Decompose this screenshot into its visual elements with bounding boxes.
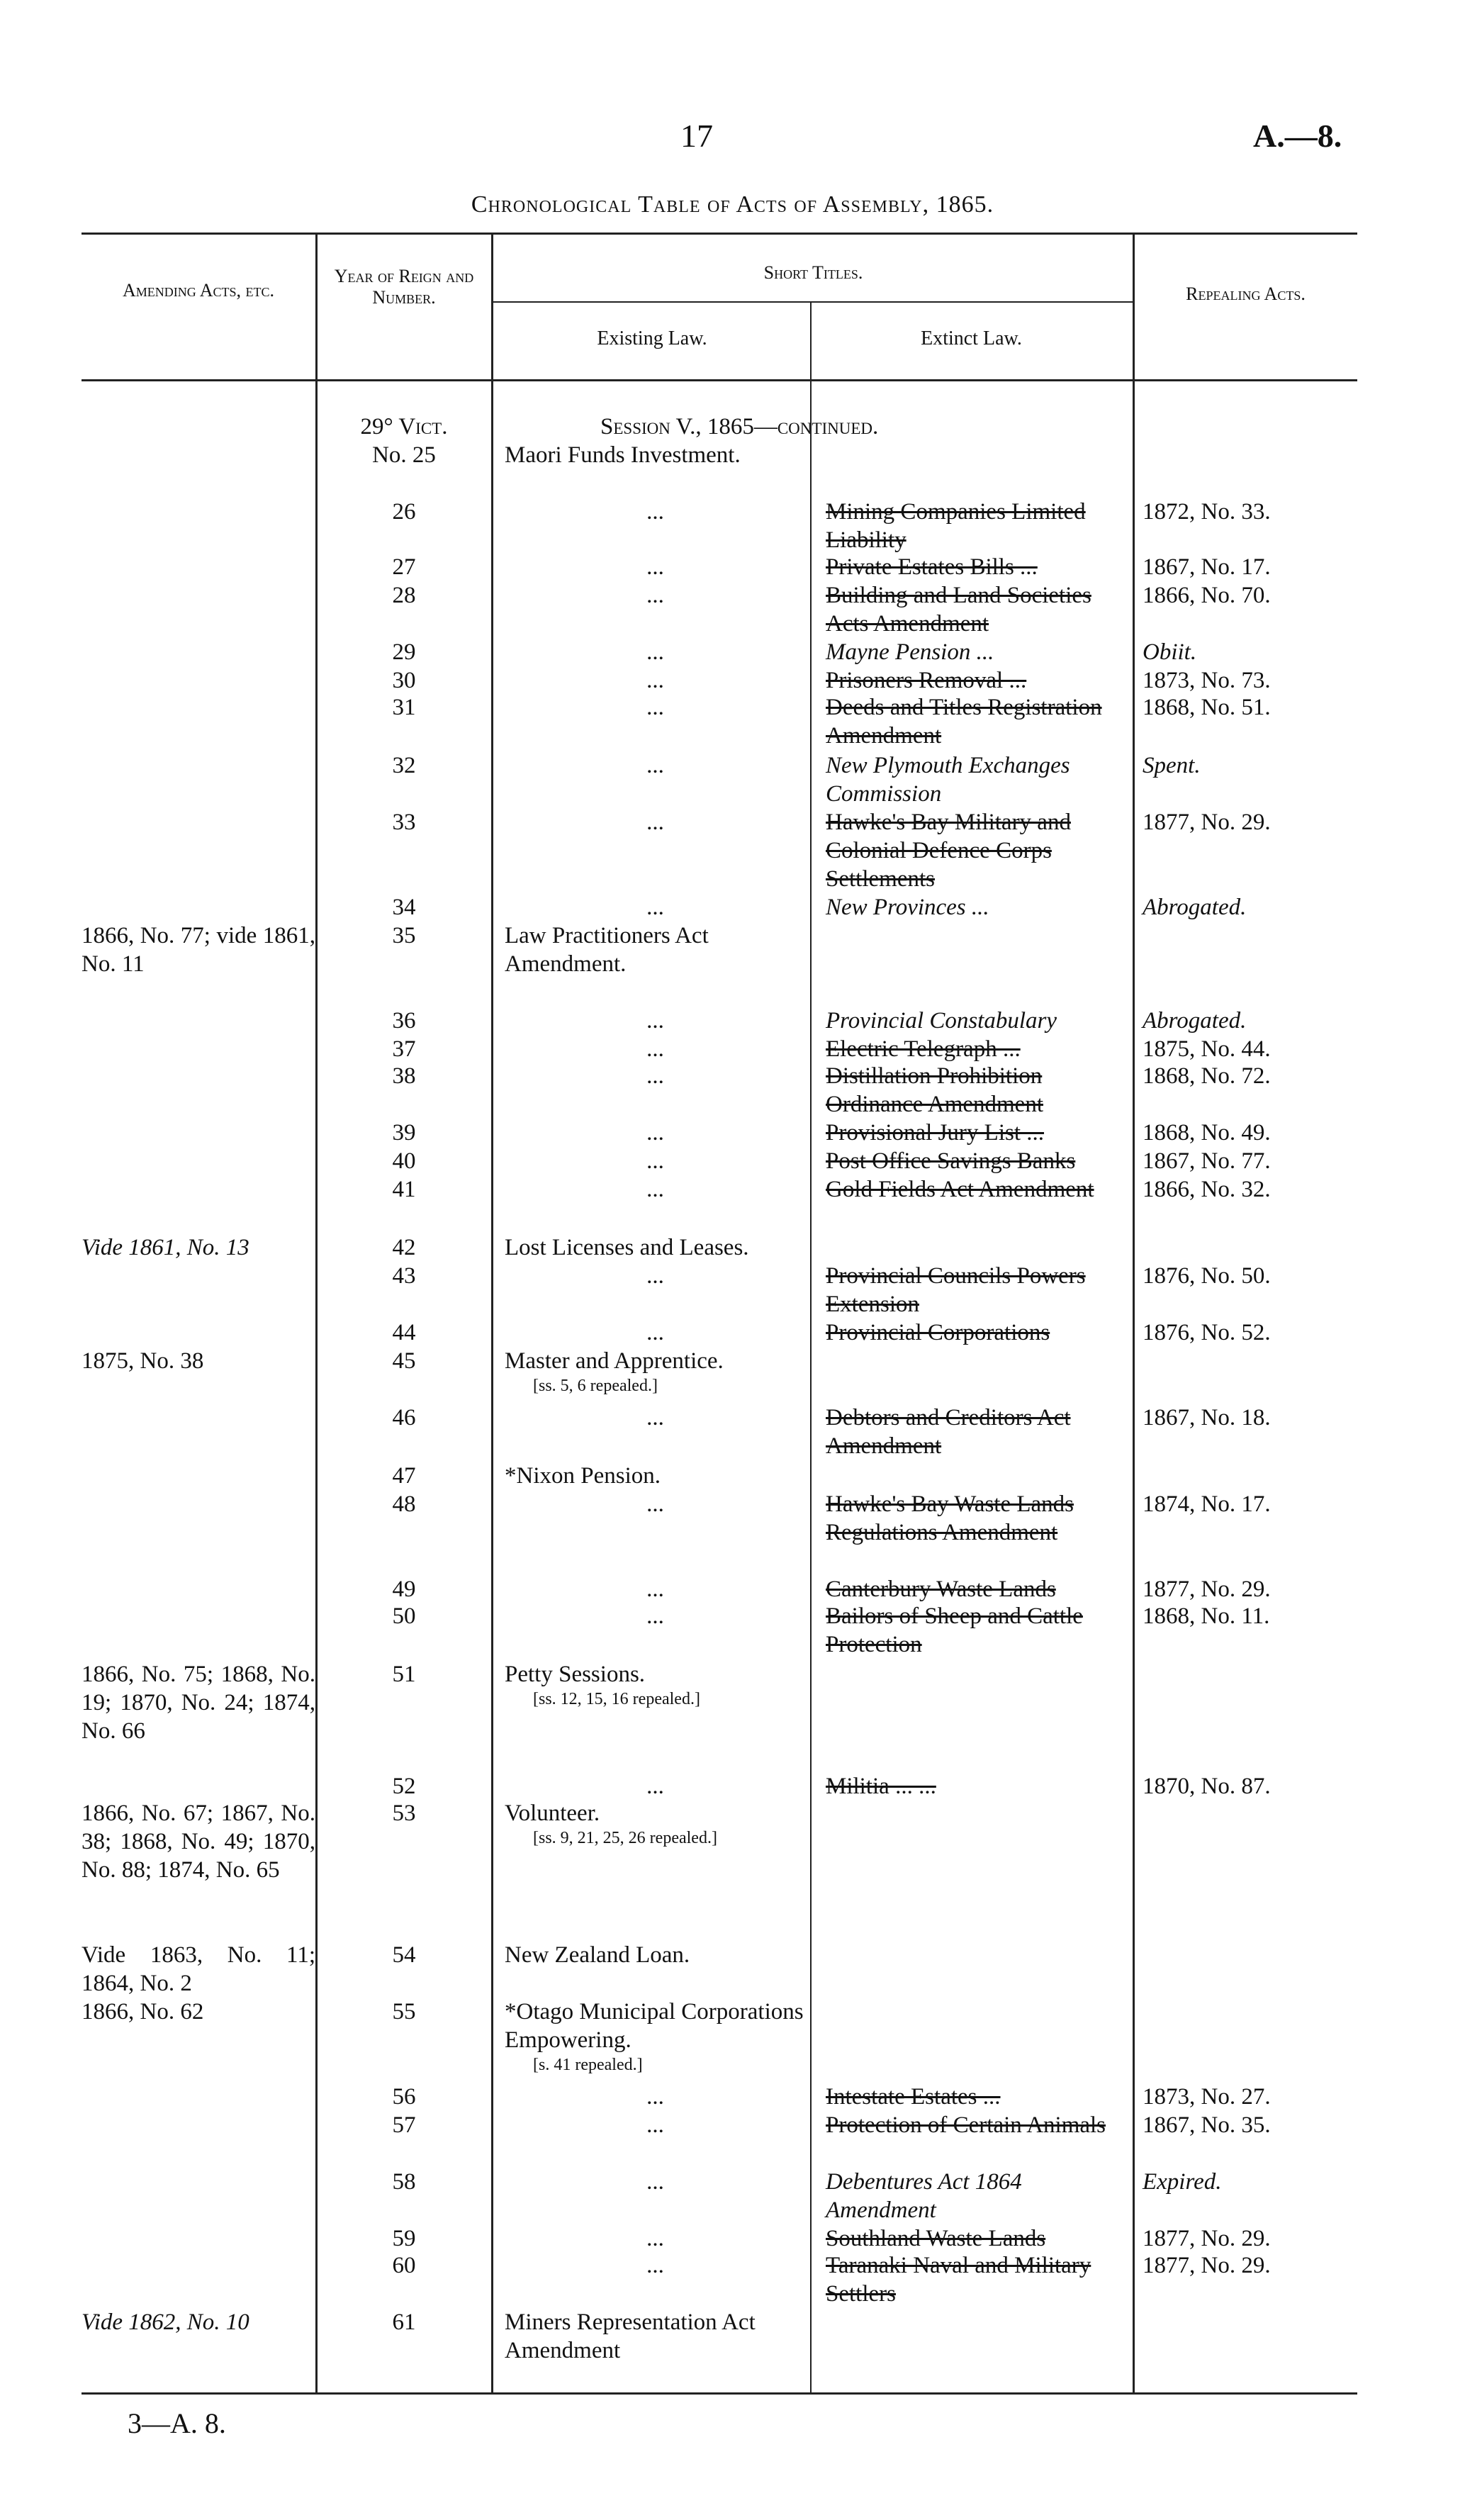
extinct-law: Taranaki Naval and Military Settlers xyxy=(826,2253,1091,2307)
act-number: 37 xyxy=(392,1036,416,1062)
act-number: 28 xyxy=(392,583,416,608)
act-number: 30 xyxy=(392,668,416,693)
repealing-act: 1870, No. 87. xyxy=(1143,1774,1271,1799)
existing-law: Maori Funds Investment. xyxy=(505,442,741,468)
act-number: 40 xyxy=(392,1148,416,1174)
repealing-act: Spent. xyxy=(1143,753,1201,778)
repealing-act: 1867, No. 35. xyxy=(1143,2112,1271,2138)
header-extinct: Extinct Law. xyxy=(921,327,1022,349)
amending-acts: 1866, No. 75; 1868, No. 19; 1870, No. 24; 1874, No. 66 xyxy=(82,1662,315,1744)
extinct-law: Mining Companies Limited Liability xyxy=(826,499,1086,553)
table-bottom-rule xyxy=(82,2392,1357,2395)
session-label: Session V., 1865—continued. xyxy=(600,414,879,439)
existing-law: ... xyxy=(646,554,664,580)
existing-law: *Nixon Pension. xyxy=(505,1463,661,1489)
act-number: 59 xyxy=(392,2226,416,2251)
act-number: 27 xyxy=(392,554,416,580)
existing-law: ... xyxy=(646,1320,664,1345)
extinct-law: Gold Fields Act Amendment xyxy=(826,1177,1094,1202)
existing-law: ... xyxy=(646,1577,664,1602)
repealing-act: 1872, No. 33. xyxy=(1143,499,1271,525)
act-number: 46 xyxy=(392,1405,416,1430)
repealing-act: 1866, No. 70. xyxy=(1143,583,1271,608)
existing-law: ... xyxy=(646,1491,664,1517)
act-number: 61 xyxy=(392,2309,416,2335)
act-number: 43 xyxy=(392,1263,416,1289)
repealing-act: 1873, No. 27. xyxy=(1143,2084,1271,2110)
repeal-note: [ss. 12, 15, 16 repealed.] xyxy=(533,1690,700,1708)
act-number: 50 xyxy=(392,1603,416,1629)
amending-acts: 1866, No. 77; vide 1861, No. 11 xyxy=(82,923,315,977)
repealing-act: Abrogated. xyxy=(1143,1008,1247,1034)
act-number: 38 xyxy=(392,1063,416,1089)
header-bottom-rule xyxy=(82,379,1357,381)
act-number: 42 xyxy=(392,1235,416,1260)
amending-acts: 1866, No. 67; 1867, No. 38; 1868, No. 49; 1870, No. 88; 1874, No. 65 xyxy=(82,1801,315,1883)
amending-acts: Vide 1862, No. 10 xyxy=(82,2309,249,2335)
extinct-law: Provisional Jury List ... xyxy=(826,1120,1045,1146)
act-number: 49 xyxy=(392,1577,416,1602)
act-number: 57 xyxy=(392,2112,416,2138)
existing-law: ... xyxy=(646,639,664,665)
extinct-law: Protection of Certain Animals xyxy=(826,2112,1106,2138)
act-number: 58 xyxy=(392,2169,416,2195)
repealing-act: 1866, No. 32. xyxy=(1143,1177,1271,1202)
amending-acts: Vide 1863, No. 11; 1864, No. 2 xyxy=(82,1942,315,1996)
extinct-law: Provincial Councils Powers Extension xyxy=(826,1263,1086,1317)
column-divider-4 xyxy=(1133,233,1135,2392)
short-titles-rule xyxy=(491,301,1133,303)
existing-law: ... xyxy=(646,695,664,720)
extinct-law: Deeds and Titles Registration Amendment xyxy=(826,695,1102,749)
repealing-act: Obiit. xyxy=(1143,639,1197,665)
extinct-law: Private Estates Bills ... xyxy=(826,554,1038,580)
repealing-act: 1867, No. 77. xyxy=(1143,1148,1271,1174)
existing-law: ... xyxy=(646,1120,664,1146)
header-existing: Existing Law. xyxy=(597,327,707,349)
existing-law: ... xyxy=(646,1603,664,1629)
repealing-act: 1868, No. 49. xyxy=(1143,1120,1271,1146)
act-number: 26 xyxy=(392,499,416,525)
extinct-law: Provincial Constabulary xyxy=(826,1008,1057,1034)
act-number: 54 xyxy=(392,1942,416,1968)
amending-acts: Vide 1861, No. 13 xyxy=(82,1235,249,1260)
act-number: 31 xyxy=(392,695,416,720)
table-title: Chronological Table of Acts of Assembly, 1865. xyxy=(471,191,994,218)
existing-law: ... xyxy=(646,1405,664,1430)
column-divider-2 xyxy=(491,233,493,2392)
extinct-law: Debentures Act 1864 Amendment xyxy=(826,2169,1022,2223)
act-number: 60 xyxy=(392,2253,416,2278)
header-amending: Amending Acts, etc. xyxy=(122,280,275,301)
extinct-law: Debtors and Creditors Act Amendment xyxy=(826,1405,1071,1459)
extinct-law: Hawke's Bay Military and Colonial Defence Corps Settlements xyxy=(826,810,1071,892)
repealing-act: 1877, No. 29. xyxy=(1143,810,1271,835)
act-number: 41 xyxy=(392,1177,416,1202)
existing-law xyxy=(505,1660,806,1710)
repealing-act: 1877, No. 29. xyxy=(1143,2226,1271,2251)
extinct-law: Hawke's Bay Waste Lands Regulations Amendment xyxy=(826,1491,1074,1545)
existing-law-title: Petty Sessions. xyxy=(505,1662,646,1687)
existing-law: ... xyxy=(646,1177,664,1202)
existing-law: ... xyxy=(646,583,664,608)
existing-law-title: *Otago Municipal Corporations Empowering. xyxy=(505,1999,804,2053)
extinct-law: New Plymouth Exchanges Commission xyxy=(826,753,1070,807)
header-short-titles: Short Titles. xyxy=(763,262,863,283)
repealing-act: 1877, No. 29. xyxy=(1143,1577,1271,1602)
header-repealing: Repealing Acts. xyxy=(1186,284,1306,304)
extinct-law: Distillation Prohibition Ordinance Amendment xyxy=(826,1063,1043,1117)
repealing-act: 1867, No. 18. xyxy=(1143,1405,1271,1430)
existing-law xyxy=(505,1799,806,1849)
act-number: 35 xyxy=(392,923,416,948)
existing-law: Miners Representation Act Amendment xyxy=(505,2309,756,2363)
existing-law: ... xyxy=(646,499,664,525)
repealing-act: 1876, No. 50. xyxy=(1143,1263,1271,1289)
existing-law: New Zealand Loan. xyxy=(505,1942,690,1968)
existing-law-title: Master and Apprentice. xyxy=(505,1348,724,1374)
extinct-law: Post Office Savings Banks xyxy=(826,1148,1076,1174)
act-number: 39 xyxy=(392,1120,416,1146)
existing-law: ... xyxy=(646,810,664,835)
extinct-law: Intestate Estates ... xyxy=(826,2084,1001,2110)
act-number: 53 xyxy=(392,1801,416,1826)
existing-law: ... xyxy=(646,1148,664,1174)
extinct-law: Bailors of Sheep and Cattle Protection xyxy=(826,1603,1083,1657)
extinct-law: Canterbury Waste Lands xyxy=(826,1577,1056,1602)
reign-label: 29° Vict. xyxy=(360,414,448,439)
existing-law xyxy=(505,1347,806,1396)
existing-law: ... xyxy=(646,2084,664,2110)
existing-law: ... xyxy=(646,2253,664,2278)
repealing-act: 1867, No. 17. xyxy=(1143,554,1271,580)
act-number: No. 25 xyxy=(372,442,436,468)
column-divider-1 xyxy=(315,233,318,2392)
repeal-note: [s. 41 repealed.] xyxy=(533,2056,643,2074)
existing-law: ... xyxy=(646,753,664,778)
repealing-act: Abrogated. xyxy=(1143,895,1247,920)
act-number: 36 xyxy=(392,1008,416,1034)
extinct-law: Mayne Pension ... xyxy=(826,639,994,665)
extinct-law: Provincial Corporations xyxy=(826,1320,1050,1345)
page-number: 17 xyxy=(680,118,713,154)
repealing-act: 1873, No. 73. xyxy=(1143,668,1271,693)
repealing-act: 1876, No. 52. xyxy=(1143,1320,1271,1345)
repealing-act: Expired. xyxy=(1143,2169,1222,2195)
extinct-law: Building and Land Societies Acts Amendment xyxy=(826,583,1091,637)
repealing-act: 1874, No. 17. xyxy=(1143,1491,1271,1517)
existing-law: ... xyxy=(646,1036,664,1062)
repeal-note: [ss. 9, 21, 25, 26 repealed.] xyxy=(533,1829,717,1847)
act-number: 48 xyxy=(392,1491,416,1517)
act-number: 47 xyxy=(392,1463,416,1489)
act-number: 32 xyxy=(392,753,416,778)
act-number: 34 xyxy=(392,895,416,920)
existing-law: ... xyxy=(646,895,664,920)
act-number: 55 xyxy=(392,1999,416,2025)
repealing-act: 1868, No. 72. xyxy=(1143,1063,1271,1089)
act-number: 45 xyxy=(392,1348,416,1374)
extinct-law: Militia ... ... xyxy=(826,1774,936,1799)
extinct-law: Prisoners Removal ... xyxy=(826,668,1027,693)
existing-law-title: Volunteer. xyxy=(505,1801,600,1826)
existing-law: ... xyxy=(646,2226,664,2251)
repealing-act: 1875, No. 44. xyxy=(1143,1036,1271,1062)
extinct-law: Electric Telegraph ... xyxy=(826,1036,1021,1062)
extinct-law: New Provinces ... xyxy=(826,895,989,920)
act-number: 52 xyxy=(392,1774,416,1799)
act-number: 56 xyxy=(392,2084,416,2110)
column-divider-3 xyxy=(810,301,812,2392)
act-number: 44 xyxy=(392,1320,416,1345)
header-year: Year of Reign and Number. xyxy=(334,266,474,308)
existing-law: ... xyxy=(646,2112,664,2138)
existing-law xyxy=(505,1998,806,2076)
existing-law: ... xyxy=(646,2169,664,2195)
extinct-law: Southland Waste Lands xyxy=(826,2226,1046,2251)
act-number: 51 xyxy=(392,1662,416,1687)
repealing-act: 1877, No. 29. xyxy=(1143,2253,1271,2278)
table-top-rule xyxy=(82,233,1357,235)
footer-signature: 3—A. 8. xyxy=(128,2407,226,2439)
repealing-act: 1868, No. 11. xyxy=(1143,1603,1270,1629)
amending-acts: 1875, No. 38 xyxy=(82,1348,204,1374)
existing-law: ... xyxy=(646,668,664,693)
existing-law: Lost Licenses and Leases. xyxy=(505,1235,749,1260)
repeal-note: [ss. 5, 6 repealed.] xyxy=(533,1377,658,1395)
act-number: 33 xyxy=(392,810,416,835)
existing-law: ... xyxy=(646,1774,664,1799)
existing-law: ... xyxy=(646,1008,664,1034)
act-number: 29 xyxy=(392,639,416,665)
existing-law: ... xyxy=(646,1063,664,1089)
existing-law: ... xyxy=(646,1263,664,1289)
existing-law: Law Practitioners Act Amendment. xyxy=(505,923,709,977)
amending-acts: 1866, No. 62 xyxy=(82,1999,204,2025)
document-reference: A.—8. xyxy=(1253,118,1342,154)
repealing-act: 1868, No. 51. xyxy=(1143,695,1271,720)
